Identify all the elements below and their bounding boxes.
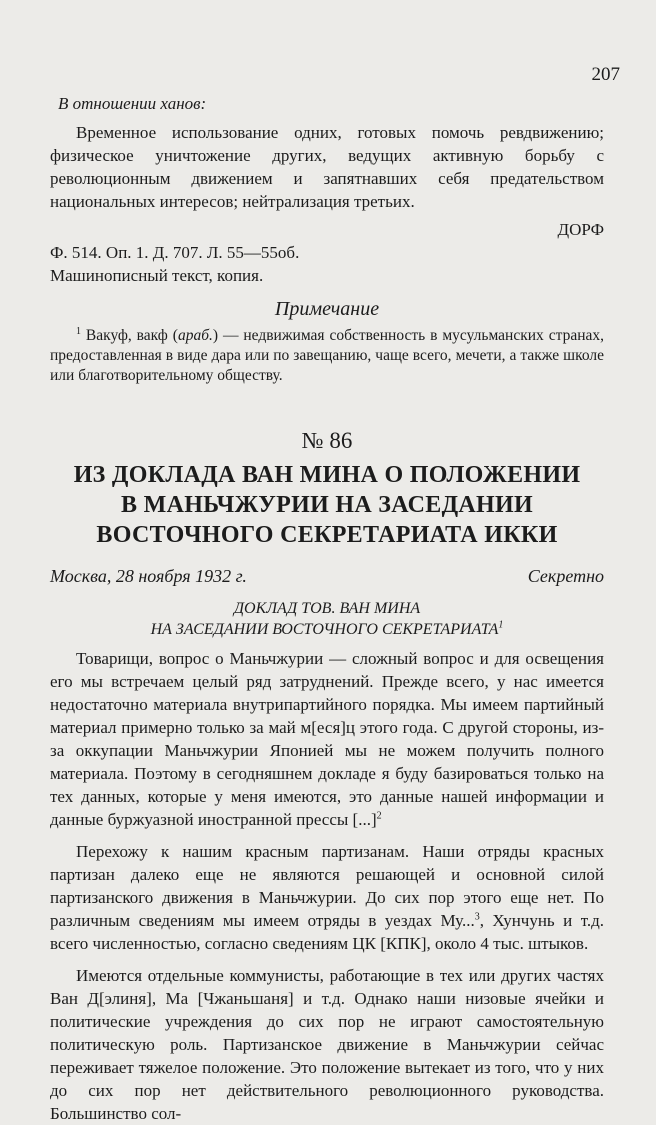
report-heading-line	[50, 619, 604, 640]
footnote-ref: 3	[474, 911, 480, 923]
page-number: 207	[591, 64, 620, 85]
archive-reference: Ф. 514. Оп. 1. Д. 707. Л. 55—55об.	[50, 243, 300, 262]
paragraph-text: Имеются отдельные коммунисты, работающие в тех или других частях Ван Д[элиня], Ма [Чжаньшаня] и т.д. Однако наши низовые ячейки и политические учреждения до сих пор не играют самостоятельную политическую роль. Партизанское движение в Маньчжурии сейчас переживает тяжелое положение. Это положение вытекает из того, что у них до сих пор нет действительного революционного руководства. Большинство сол-	[50, 966, 604, 1123]
body-paragraph	[50, 840, 604, 955]
document-title	[50, 460, 604, 550]
footnote-body: ) — недвижимая собственность в мусульманских странах, предоставленная в виде дара или по завещанию, чаще всего, мечети, а также школе или благотворительному обществу.	[50, 327, 605, 384]
body-paragraph	[50, 647, 604, 831]
section-heading: В отношении ханов:	[58, 94, 207, 113]
body-paragraph	[50, 964, 604, 1125]
paragraph-text: Товарищи, вопрос о Маньчжурии — сложный вопрос и для освещения его мы встречаем целый ряд затруднений. Прежде всего, у нас имеется недостаточно материала внутрипартийного порядка. Мы имеем партийный материал примерно только за май м[еся]ц этого года. С другой стороны, из-за оккупации Маньчжурии Японией мы не можем получить полного материала. Поэтому в сегодняшнем докладе я буду базироваться только на тех данных, которые у меня имеются, это данные нашей информации и данные буржуазной иностранной прессы [...]	[50, 649, 604, 829]
footnote-text	[50, 326, 604, 386]
place-date-line	[50, 564, 604, 588]
document-header	[50, 426, 604, 640]
top-section	[50, 93, 604, 287]
footnote-marker: 1	[76, 325, 81, 337]
document-title-line: ВОСТОЧНОГО СЕКРЕТАРИАТА ИККИ	[96, 522, 558, 548]
footnote-ref: 2	[376, 810, 382, 822]
place-date: Москва, 28 ноября 1932 г.	[50, 566, 247, 586]
classification: Секретно	[527, 566, 604, 586]
copy-type: Машинописный текст, копия.	[50, 266, 264, 285]
document-number: № 86	[301, 428, 353, 453]
note-section	[50, 296, 604, 386]
archive-name: ДОРФ	[557, 220, 604, 239]
document-title-line: В МАНЬЧЖУРИИ НА ЗАСЕДАНИИ	[121, 492, 533, 518]
report-heading-marker: 1	[498, 619, 504, 631]
report-heading	[50, 598, 604, 640]
document-title-line: ИЗ ДОКЛАДА ВАН МИНА О ПОЛОЖЕНИИ	[73, 462, 581, 488]
intro-paragraph: Временное использование одних, готовых помочь ревдвижению; физическое уничтожение других, ведущих активную борьбу с революционным движением и запятнавших себя предательством национальных интересов; нейтрализация третьих.	[50, 123, 604, 211]
body-text	[50, 647, 604, 1125]
paragraph-text: Перехожу к нашим красным партизанам. Наши отряды красных партизан далеко еще не являются решающей и основной силой партизанского движения в Маньчжурии. До сих пор этого еще нет. По различным сведениям мы имеем отряды в уездах Му...	[50, 842, 604, 930]
report-heading-line: ДОКЛАД ТОВ. ВАН МИНА	[233, 600, 421, 617]
paragraph-tail: , Хунчунь и т.д. всего численностью, согласно сведениям ЦК [КПК], около 4 тыс. штыков.	[50, 911, 604, 953]
note-title: Примечание	[274, 298, 380, 320]
report-heading-text: НА ЗАСЕДАНИИ ВОСТОЧНОГО СЕКРЕТАРИАТА	[150, 621, 499, 638]
footnote-lang: араб.	[177, 327, 213, 344]
footnote-term: Вакуф, вакф (	[81, 327, 178, 344]
